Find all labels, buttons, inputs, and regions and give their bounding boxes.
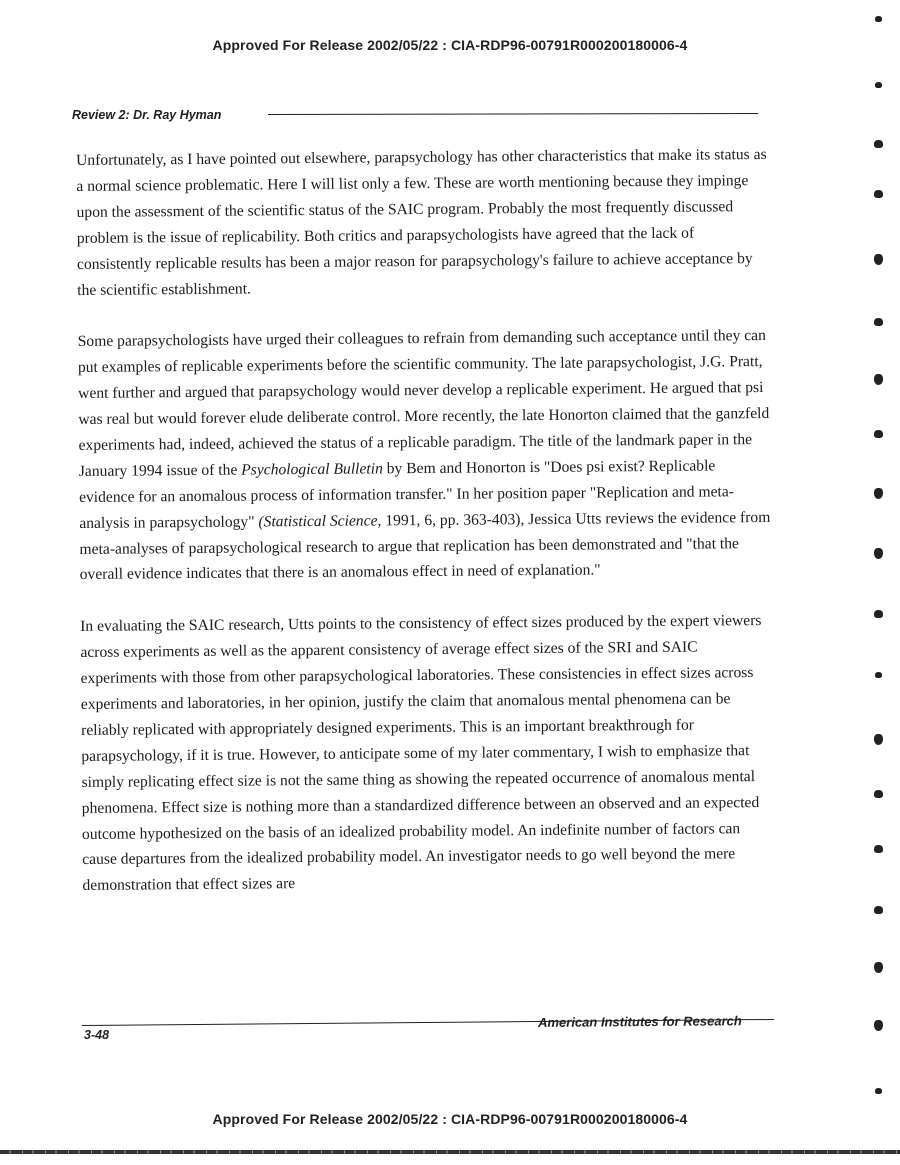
paragraph — [78, 323, 772, 588]
scan-margin-marks — [866, 0, 896, 1165]
scan-mark — [874, 790, 883, 798]
scan-mark — [874, 140, 883, 148]
scan-bottom-edge — [0, 1150, 900, 1154]
approval-stamp-top: Approved For Release 2002/05/22 : CIA-RDP96-00791R000200180006-4 — [212, 37, 688, 53]
italic-text: (Statistical Science, — [258, 512, 382, 531]
body-text — [76, 142, 775, 925]
scan-mark — [874, 190, 883, 198]
scan-mark — [874, 488, 883, 499]
paragraph — [76, 142, 769, 303]
approval-stamp-bottom: Approved For Release 2002/05/22 : CIA-RDP96-00791R000200180006-4 — [212, 1111, 688, 1127]
text-run: In evaluating the SAIC research, Utts points to the consistency of effect sizes produced by the expert viewers across experiments as well as the apparent consistency of average effect sizes of the SRI and SAIC experiments with those from other parapsychological laboratories. These consistencies in effect sizes across experiments and laboratories, in her opinion, justify the claim that anomalous mental phenomena can be reliably replicated with appropriately designed experiments. This is an important breakthrough for parapsychology, if it is true. However, to anticipate some of my later commentary, I wish to emphasize that simply replicating effect size is not the same thing as showing the repeated occurrence of anomalous mental phenomena. Effect size is nothing more than a standardized difference between an observed and an expected outcome hypothesized on the basis of an idealized probability model. An indefinite number of factors can cause departures from the idealized probability model. An investigator needs to go well beyond the mere demonstration that effect sizes are — [80, 612, 762, 895]
scan-mark — [874, 610, 883, 618]
scan-mark — [875, 1088, 882, 1094]
scan-mark — [874, 1020, 883, 1031]
scan-mark — [874, 962, 883, 973]
text-run: Some parapsychologists have urged their colleagues to refrain from demanding such acceptance until they can put examples of replicable experiments before the scientific community. The late parapsychologist, J.G. Pratt, went further and argued that parapsychology would never develop a replicable experiment. He argued that psi was real but would forever elude deliberate control. More recently, the late Honorton claimed that the ganzfeld experiments had, indeed, achieved the status of a replicable paradigm. The title of the landmark paper in the January 1994 issue of the — [77, 327, 770, 480]
running-header — [72, 108, 762, 128]
scan-mark — [874, 318, 883, 326]
scan-mark — [874, 734, 883, 745]
text-run: 1991, 6, pp. 363-403), Jessica Utts reviews the evidence from meta-analyses of parapsychological research to argue that replication has been demonstrated and "that the overall evidence indicates that there is an anomalous effect in need of explanation." — [79, 508, 771, 584]
scan-mark — [874, 548, 883, 559]
italic-text: Psychological Bulletin — [241, 460, 383, 479]
scan-mark — [875, 16, 882, 22]
scan-mark — [874, 430, 883, 438]
scan-mark — [874, 374, 883, 385]
page-number: 3-48 — [84, 1028, 110, 1042]
scan-mark — [875, 82, 882, 88]
text-run: Unfortunately, as I have pointed out elsewhere, parapsychology has other characteristics that make its status as a normal science problematic. Here I will list only a few. These are worth mentioning because they impinge upon the assessment of the scientific status of the SAIC program. Probably the most frequently discussed problem is the issue of replicability. Both critics and parapsychologists have agreed that the lack of consistently replicable results has been a major reason for parapsychology's failure to achieve acceptance by the scientific establishment. — [76, 145, 767, 299]
review-title: Review 2: Dr. Ray Hyman — [72, 108, 222, 122]
header-rule — [268, 113, 758, 115]
scan-mark — [874, 254, 883, 265]
footer-organization: American Institutes for Research — [538, 1013, 742, 1030]
scan-mark — [875, 672, 882, 678]
text-run: by Bem and Honorton is "Does psi exist? Replicable evidence for an anomalous process of information transfer." In her position paper "Replication and meta-analysis in parapsychology" — [78, 457, 735, 532]
scan-mark — [874, 906, 883, 914]
scan-mark — [874, 845, 883, 853]
paragraph — [80, 608, 774, 899]
